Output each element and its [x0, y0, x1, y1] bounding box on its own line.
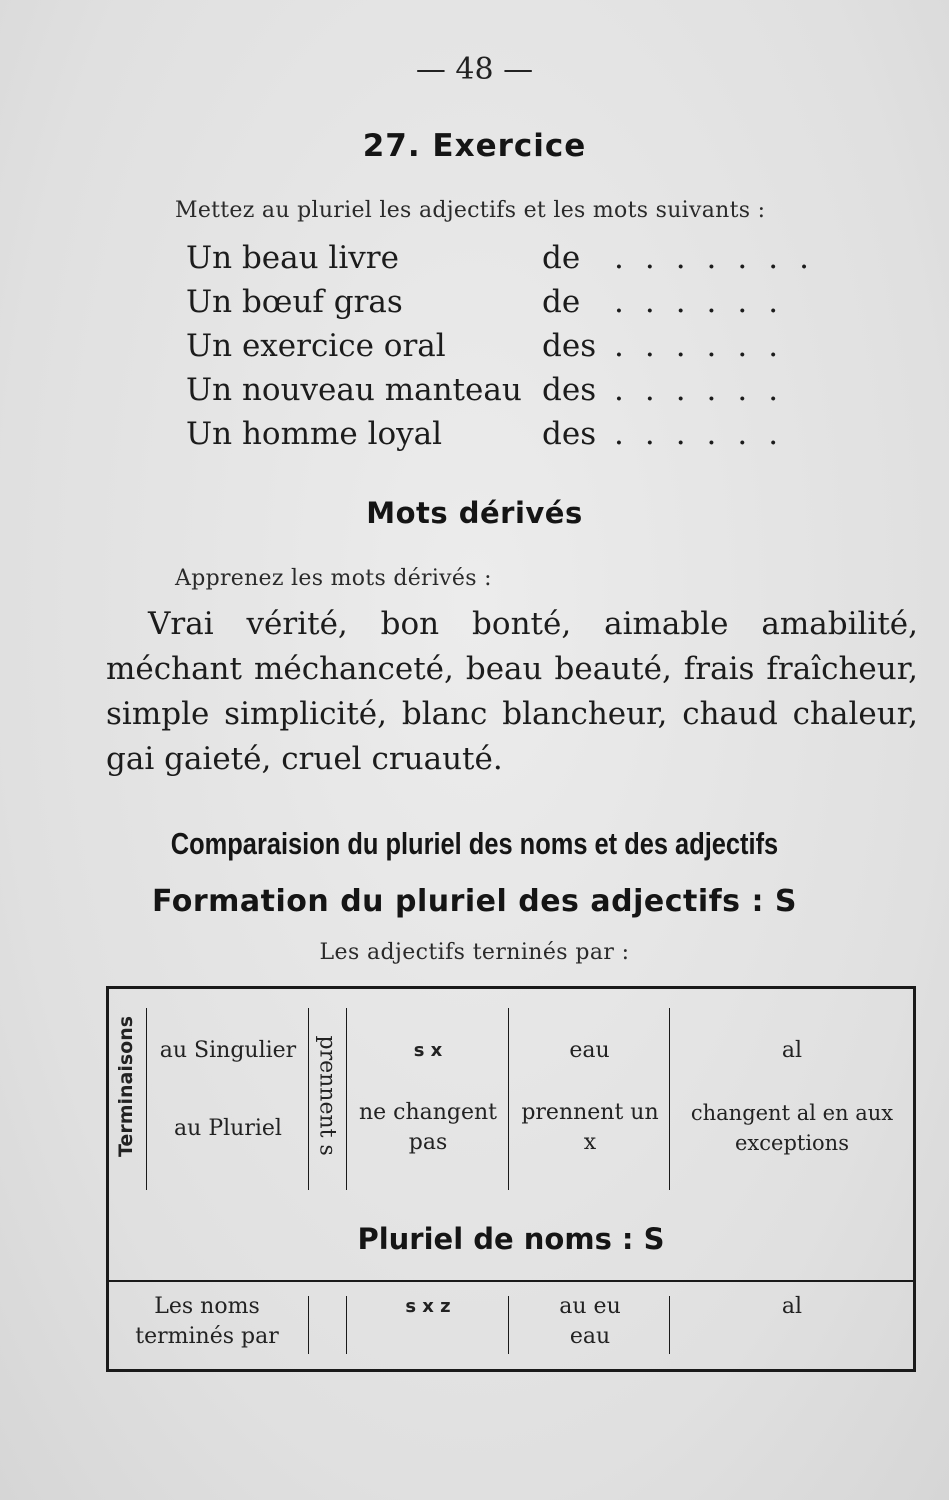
col1-singular: s x: [413, 1040, 443, 1061]
table-divider: [346, 1296, 347, 1354]
exercise-phrase: Un exercice oral: [186, 328, 446, 364]
plural-table: [106, 986, 916, 1372]
nouns-col1: s x z: [405, 1296, 451, 1317]
exercise-blank: ......: [614, 284, 800, 320]
exercise-phrase: Un beau livre: [186, 240, 399, 276]
exercise-instruction: Mettez au pluriel les adjectifs et les mots suivants :: [175, 198, 766, 223]
nouns-col3: al: [781, 1294, 803, 1319]
table-border-left: [106, 986, 109, 1372]
table-divider: [146, 1008, 147, 1190]
prennent-s-label: prennent s: [314, 1035, 340, 1156]
exercise-determiner: des: [542, 372, 597, 408]
table-border-right: [913, 986, 916, 1372]
table-divider: [346, 1008, 347, 1190]
exercise-row: [186, 328, 876, 372]
col3-plural: changent al en aux exceptions: [690, 1101, 894, 1155]
exercise-heading: 27. Exercice: [362, 128, 587, 164]
exercise-phrase: Un bœuf gras: [186, 284, 403, 320]
table-divider: [508, 1008, 509, 1190]
page-number: — 48 —: [415, 52, 534, 87]
table-divider: [308, 1296, 309, 1354]
exercise-phrase: Un homme loyal: [186, 416, 443, 452]
comparison-heading: Comparaision du pluriel des noms et des adjectifs: [170, 826, 779, 861]
nouns-label: Les noms terminés par: [135, 1294, 279, 1349]
col3-singular: al: [781, 1038, 803, 1063]
exercise-blank: ......: [614, 416, 800, 452]
exercise-blank: ......: [614, 328, 800, 364]
col2-singular: eau: [569, 1038, 610, 1063]
exercise-row: [186, 416, 876, 460]
row-label-singular: au Singulier: [159, 1038, 297, 1063]
table-border-top: [106, 986, 916, 989]
table-divider: [308, 1008, 309, 1190]
derived-text: Vrai vérité, bon bonté, aimable amabilité, méchant méchanceté, beau beauté, frais fraîcheur, simple simplicité, blanc blancheur, chaud chaleur, gai gaieté, cruel cruauté.: [106, 606, 918, 777]
col1-plural: ne changent pas: [358, 1100, 498, 1155]
formation-subheading: Les adjectifs terninés par :: [319, 940, 630, 965]
exercise-row: [186, 372, 876, 416]
table-divider: [669, 1296, 670, 1354]
exercise-blank: .......: [614, 240, 830, 276]
table-divider: [508, 1296, 509, 1354]
exercise-blank: ......: [614, 372, 800, 408]
exercise-row: [186, 240, 876, 284]
exercise-determiner: de: [542, 284, 581, 320]
nouns-heading: Pluriel de noms : S: [357, 1222, 665, 1256]
nouns-col2: au eu eau: [559, 1294, 621, 1349]
derived-heading: Mots dérivés: [366, 496, 583, 530]
table-divider: [669, 1008, 670, 1190]
table-divider: [106, 1280, 916, 1282]
terminaisons-label: Terminaisons: [115, 1015, 137, 1157]
exercise-determiner: de: [542, 240, 581, 276]
exercise-row: [186, 284, 876, 328]
col2-plural: prennent un x: [521, 1100, 659, 1155]
formation-heading: Formation du pluriel des adjectifs : S: [151, 884, 798, 919]
row-label-plural: au Pluriel: [174, 1116, 282, 1141]
derived-instruction: Apprenez les mots dérivés :: [175, 566, 492, 591]
table-border-bottom: [106, 1369, 916, 1372]
exercise-determiner: des: [542, 328, 597, 364]
exercise-phrase: Un nouveau manteau: [186, 372, 522, 408]
exercise-determiner: des: [542, 416, 597, 452]
derived-paragraph: [106, 602, 918, 782]
